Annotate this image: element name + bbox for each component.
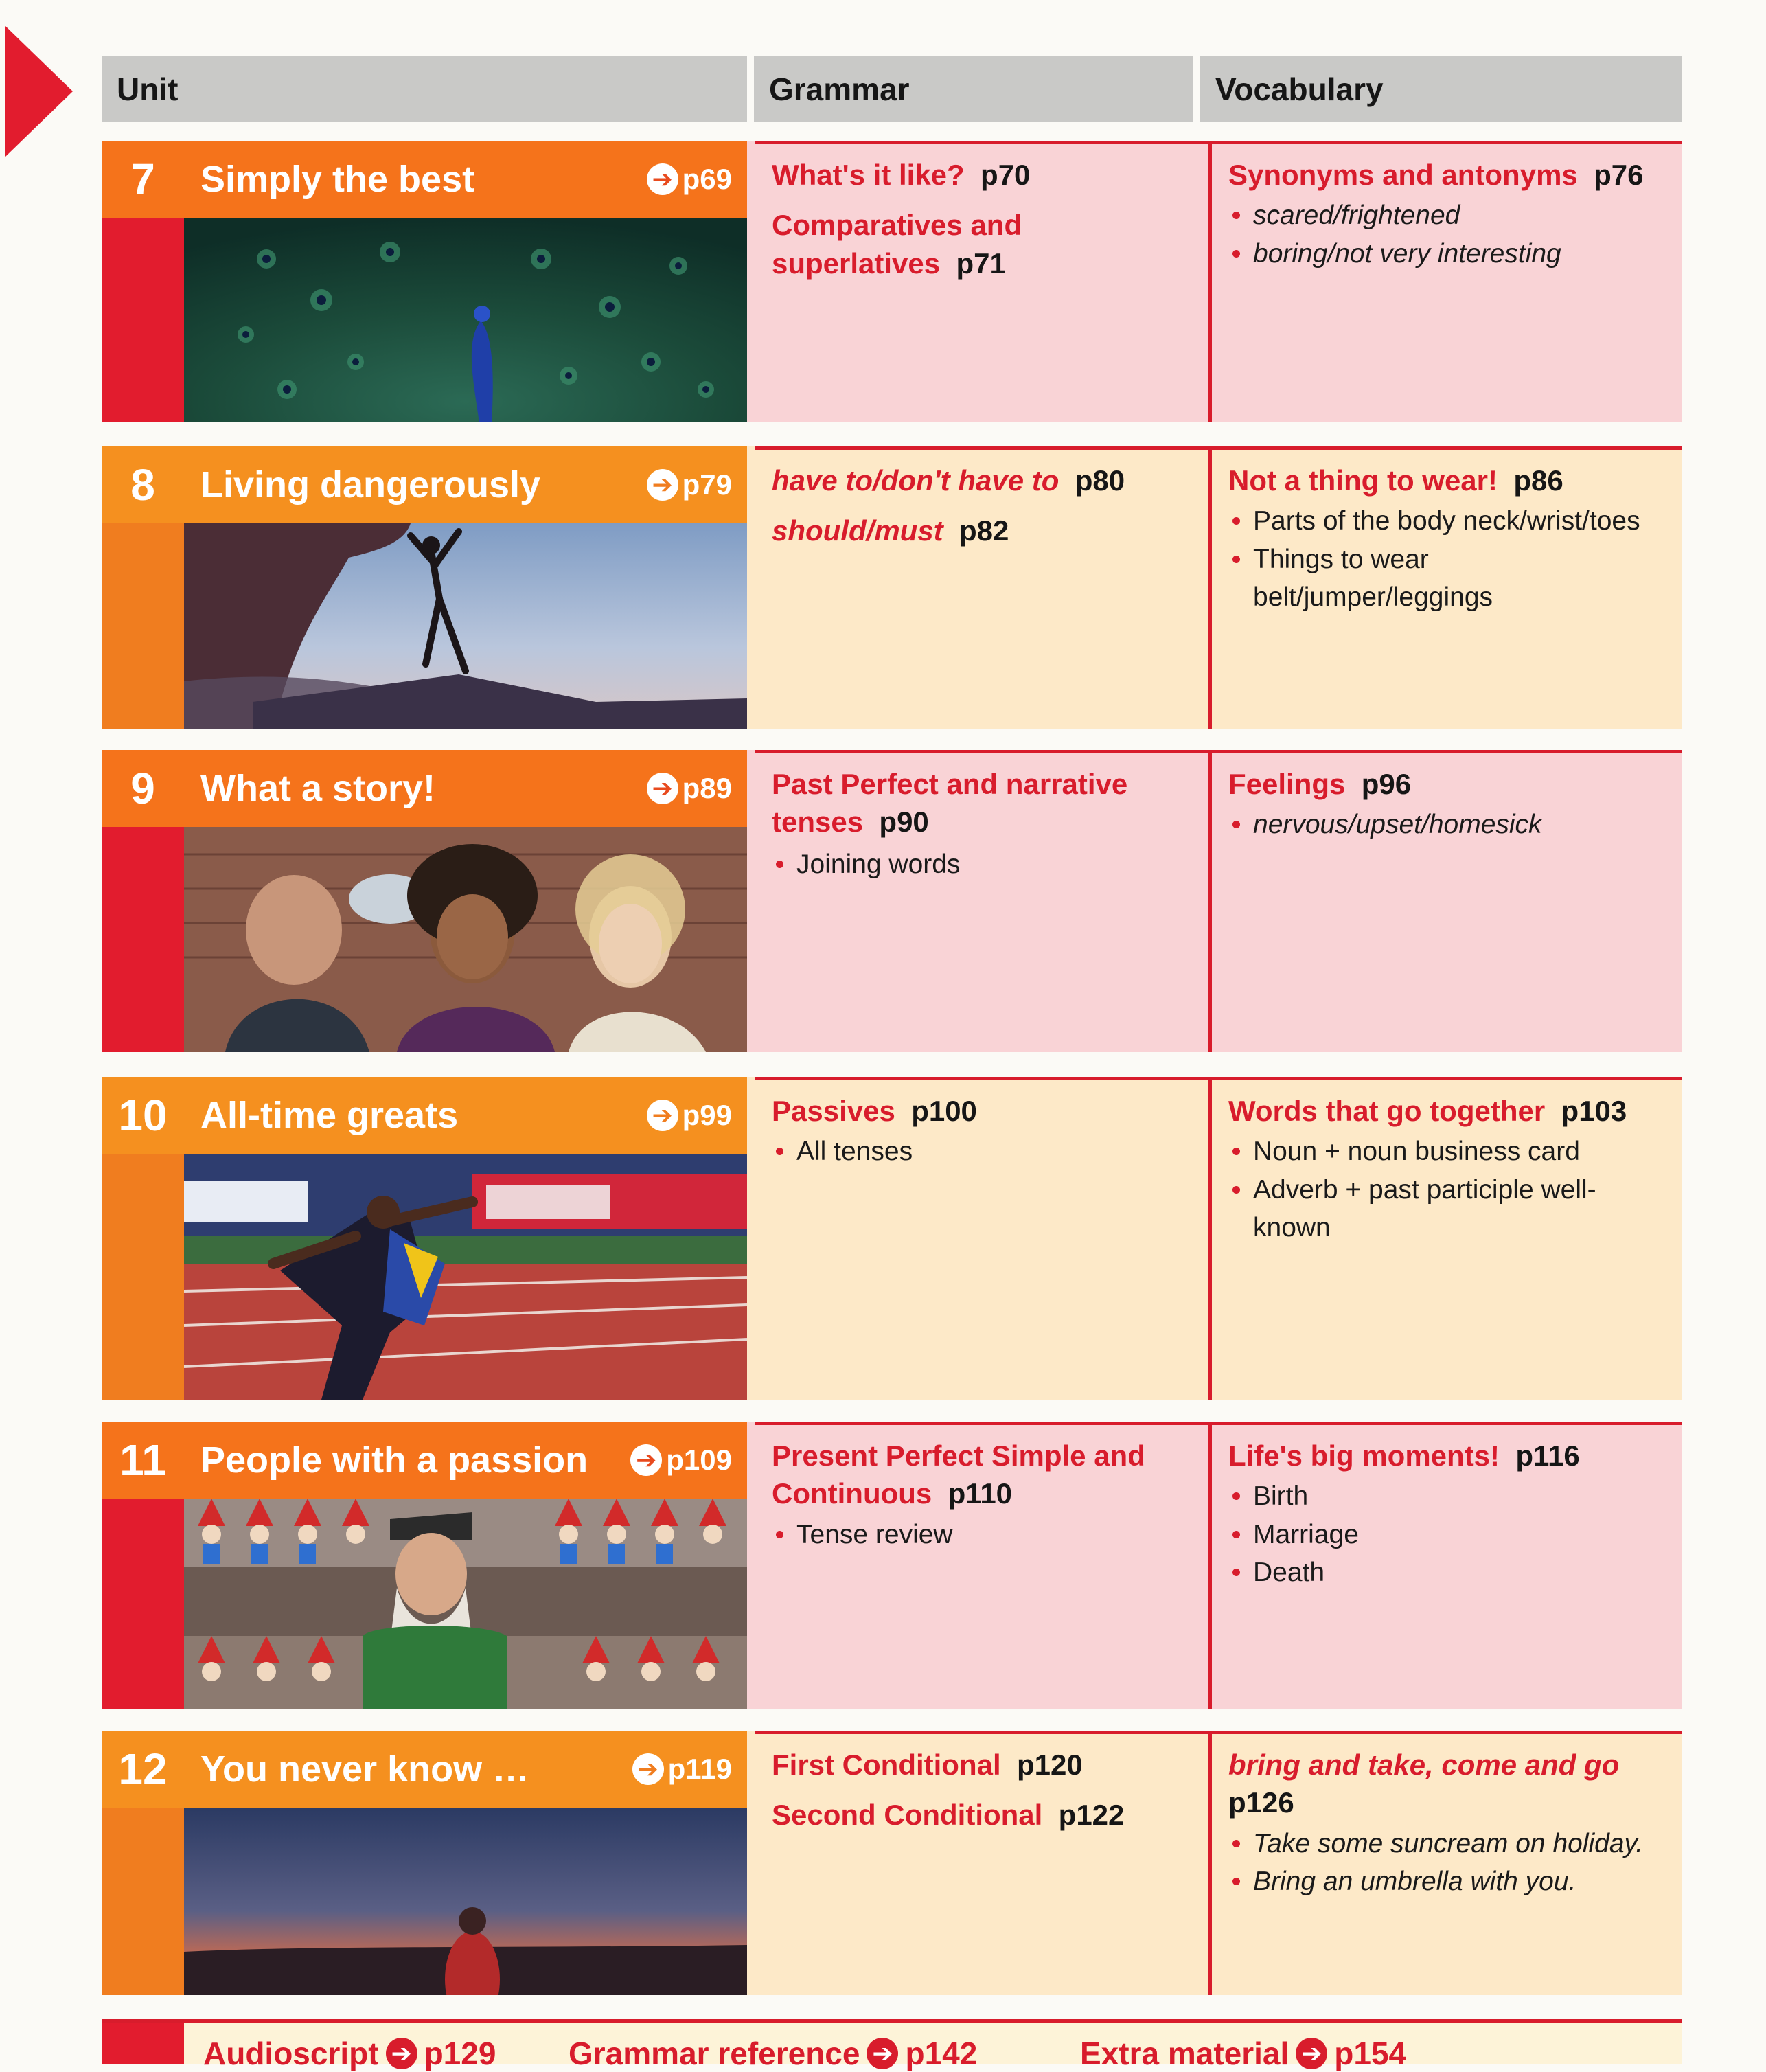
grammar-cell (755, 1077, 1208, 1400)
vocabulary-bullet: Parts of the body neck/wrist/toes (1228, 502, 1666, 540)
audioscript-page: p129 (424, 2036, 496, 2071)
grammar-topic: Comparatives and superlatives (772, 209, 1022, 280)
vocabulary-cell (1208, 446, 1682, 729)
header-grammar-label: Grammar (769, 71, 910, 107)
vocabulary-bullet: nervous/upset/homesick (1228, 806, 1666, 843)
arrow-right-icon: ➔ (647, 469, 678, 501)
unit-page-link[interactable] (647, 163, 732, 196)
header-grammar (754, 56, 1193, 122)
sunset-photo (184, 1808, 747, 1995)
vocabulary-page: p86 (1513, 464, 1563, 497)
grammar-cell (755, 1422, 1208, 1709)
arrow-right-icon: ➔ (867, 2038, 898, 2069)
extra-material-label: Extra material (1080, 2036, 1289, 2071)
vocabulary-entry[interactable] (1228, 1092, 1666, 1130)
vocabulary-page: p126 (1228, 1786, 1294, 1819)
grammar-page: p82 (959, 514, 1009, 547)
header-vocabulary-label: Vocabulary (1215, 71, 1384, 107)
extra-material-page: p154 (1334, 2036, 1407, 2071)
unit-page-number: p119 (667, 1753, 732, 1785)
grammar-topic: What's it like? (772, 159, 965, 191)
vocabulary-cell (1208, 750, 1682, 1052)
grammar-entry[interactable] (772, 765, 1192, 841)
arrow-right-icon: ➔ (1296, 2038, 1327, 2069)
vocabulary-cell (1208, 141, 1682, 422)
extra-material-link[interactable] (1080, 2035, 1406, 2072)
grammar-entry[interactable] (772, 1092, 1192, 1130)
grammar-topic: have to/don't have to (772, 464, 1059, 497)
unit-number: 12 (118, 1744, 168, 1794)
vocabulary-page: p103 (1561, 1095, 1627, 1127)
vocabulary-topic: Synonyms and antonyms (1228, 159, 1578, 191)
unit-row-12 (102, 1731, 1682, 1995)
unit-number: 7 (130, 155, 155, 204)
unit-page-link[interactable] (647, 468, 732, 501)
unit-title: What a story! (200, 768, 436, 809)
vocabulary-topic: bring and take, come and go (1228, 1749, 1620, 1781)
arrow-right-icon: ➔ (630, 1444, 662, 1476)
vocabulary-entry[interactable] (1228, 156, 1666, 194)
grammar-entry[interactable] (772, 462, 1192, 499)
unit-number: 10 (118, 1091, 168, 1140)
vocabulary-entry[interactable] (1228, 462, 1666, 499)
grammar-cell (755, 446, 1208, 729)
peacock-photo (184, 218, 747, 422)
grammar-bullet: Tense review (772, 1516, 1192, 1553)
grammar-reference-page: p142 (905, 2036, 978, 2071)
grammar-page: p122 (1058, 1799, 1125, 1832)
grammar-bullet: All tenses (772, 1132, 1192, 1170)
header-vocabulary (1200, 56, 1682, 122)
grammar-reference-link[interactable] (569, 2035, 977, 2072)
grammar-page: p80 (1075, 464, 1125, 497)
vocabulary-entry[interactable] (1228, 1746, 1666, 1822)
unit-page-number: p79 (682, 468, 732, 501)
vocabulary-bullet: Bring an umbrella with you. (1228, 1863, 1666, 1900)
footer-band (102, 2023, 184, 2064)
unit-number: 8 (130, 460, 155, 510)
unit-row-7 (102, 141, 1682, 422)
vocabulary-topic: Feelings (1228, 768, 1346, 800)
vocabulary-page: p116 (1515, 1439, 1580, 1472)
vocabulary-page: p76 (1594, 159, 1644, 191)
grammar-bullet: Joining words (772, 845, 1192, 883)
vocabulary-topic: Words that go together (1228, 1095, 1546, 1127)
grammar-entry[interactable] (772, 1437, 1192, 1513)
unit-page-link[interactable] (632, 1753, 732, 1786)
grammar-entry[interactable] (772, 156, 1192, 194)
grammar-reference-label: Grammar reference (569, 2036, 860, 2071)
header-unit (102, 56, 747, 122)
grammar-entry[interactable] (772, 206, 1192, 282)
unit-title: All-time greats (200, 1095, 459, 1136)
vocabulary-bullet: Adverb + past participle well-known (1228, 1171, 1666, 1247)
climber-photo (184, 523, 747, 729)
unit-number: 9 (130, 764, 155, 813)
unit-title-bar[interactable] (102, 141, 747, 218)
grammar-entry[interactable] (772, 1746, 1192, 1784)
grammar-page: p90 (879, 806, 929, 839)
vocabulary-cell (1208, 1077, 1682, 1400)
grammar-topic: should/must (772, 514, 943, 547)
grammar-topic: Past Perfect and narrative tenses (772, 768, 1128, 839)
unit-page-number: p89 (682, 772, 732, 804)
vocabulary-cell (1208, 1731, 1682, 1995)
unit-row-8 (102, 446, 1682, 729)
vocabulary-bullet: Noun + noun business card (1228, 1132, 1666, 1170)
grammar-entry[interactable] (772, 1796, 1192, 1834)
vocabulary-bullet: Marriage (1228, 1516, 1666, 1553)
grammar-page: p70 (981, 159, 1031, 191)
vocabulary-bullet: scared/frightened (1228, 196, 1666, 234)
vocabulary-entry[interactable] (1228, 1437, 1666, 1475)
unit-page-number: p99 (682, 1099, 732, 1131)
vocabulary-bullet: Take some suncream on holiday. (1228, 1825, 1666, 1863)
unit-row-11 (102, 1422, 1682, 1709)
header-unit-label: Unit (117, 71, 179, 107)
unit-page-link[interactable] (647, 772, 732, 805)
unit-title: Simply the best (200, 159, 475, 200)
audioscript-link[interactable] (203, 2035, 496, 2072)
vocabulary-bullet: boring/not very interesting (1228, 235, 1666, 273)
unit-title-bar[interactable] (102, 446, 747, 523)
vocabulary-page: p96 (1361, 768, 1412, 800)
gnomes-photo (184, 1499, 747, 1709)
arrow-right-icon: ➔ (647, 163, 678, 195)
vocabulary-topic: Not a thing to wear! (1228, 464, 1498, 497)
vocabulary-bullet: Birth (1228, 1477, 1666, 1515)
sprinter-photo (184, 1154, 747, 1400)
arrow-right-icon: ➔ (386, 2038, 417, 2069)
audioscript-label: Audioscript (203, 2036, 379, 2071)
unit-page-link[interactable] (647, 1099, 732, 1132)
unit-title-bar[interactable] (102, 1077, 747, 1154)
unit-title-bar[interactable] (102, 750, 747, 827)
unit-title: Living dangerously (200, 464, 541, 505)
arrow-right-icon: ➔ (632, 1753, 664, 1785)
corner-marker (5, 26, 73, 157)
vocabulary-topic: Life's big moments! (1228, 1439, 1500, 1472)
grammar-page: p120 (1017, 1749, 1083, 1781)
unit-title-bar[interactable] (102, 1731, 747, 1808)
unit-number: 11 (119, 1435, 166, 1485)
unit-page-link[interactable] (630, 1444, 732, 1477)
vocabulary-entry[interactable] (1228, 765, 1666, 803)
unit-title-bar[interactable] (102, 1422, 747, 1499)
grammar-topic: Second Conditional (772, 1799, 1043, 1832)
unit-page-number: p109 (666, 1444, 732, 1476)
grammar-cell (755, 1731, 1208, 1995)
grammar-topic: Passives (772, 1095, 895, 1127)
unit-row-9 (102, 750, 1682, 1052)
arrow-right-icon: ➔ (647, 1100, 678, 1131)
grammar-page: p110 (948, 1477, 1013, 1510)
grammar-cell (755, 141, 1208, 422)
grammar-cell (755, 750, 1208, 1052)
grammar-page: p71 (956, 247, 1006, 280)
grammar-topic: Present Perfect Simple and Continuous (772, 1439, 1145, 1510)
unit-title: You never know … (200, 1749, 530, 1790)
unit-page-number: p69 (682, 163, 732, 195)
friends-photo (184, 827, 747, 1052)
unit-row-10 (102, 1077, 1682, 1400)
vocabulary-bullet: Things to wear belt/jumper/leggings (1228, 540, 1666, 617)
vocabulary-cell (1208, 1422, 1682, 1709)
footer-references (102, 2019, 1682, 2071)
grammar-page: p100 (911, 1095, 977, 1127)
vocabulary-bullet: Death (1228, 1553, 1666, 1591)
grammar-entry[interactable] (772, 512, 1192, 549)
arrow-right-icon: ➔ (647, 773, 678, 804)
unit-title: People with a passion (200, 1439, 588, 1481)
grammar-topic: First Conditional (772, 1749, 1001, 1781)
